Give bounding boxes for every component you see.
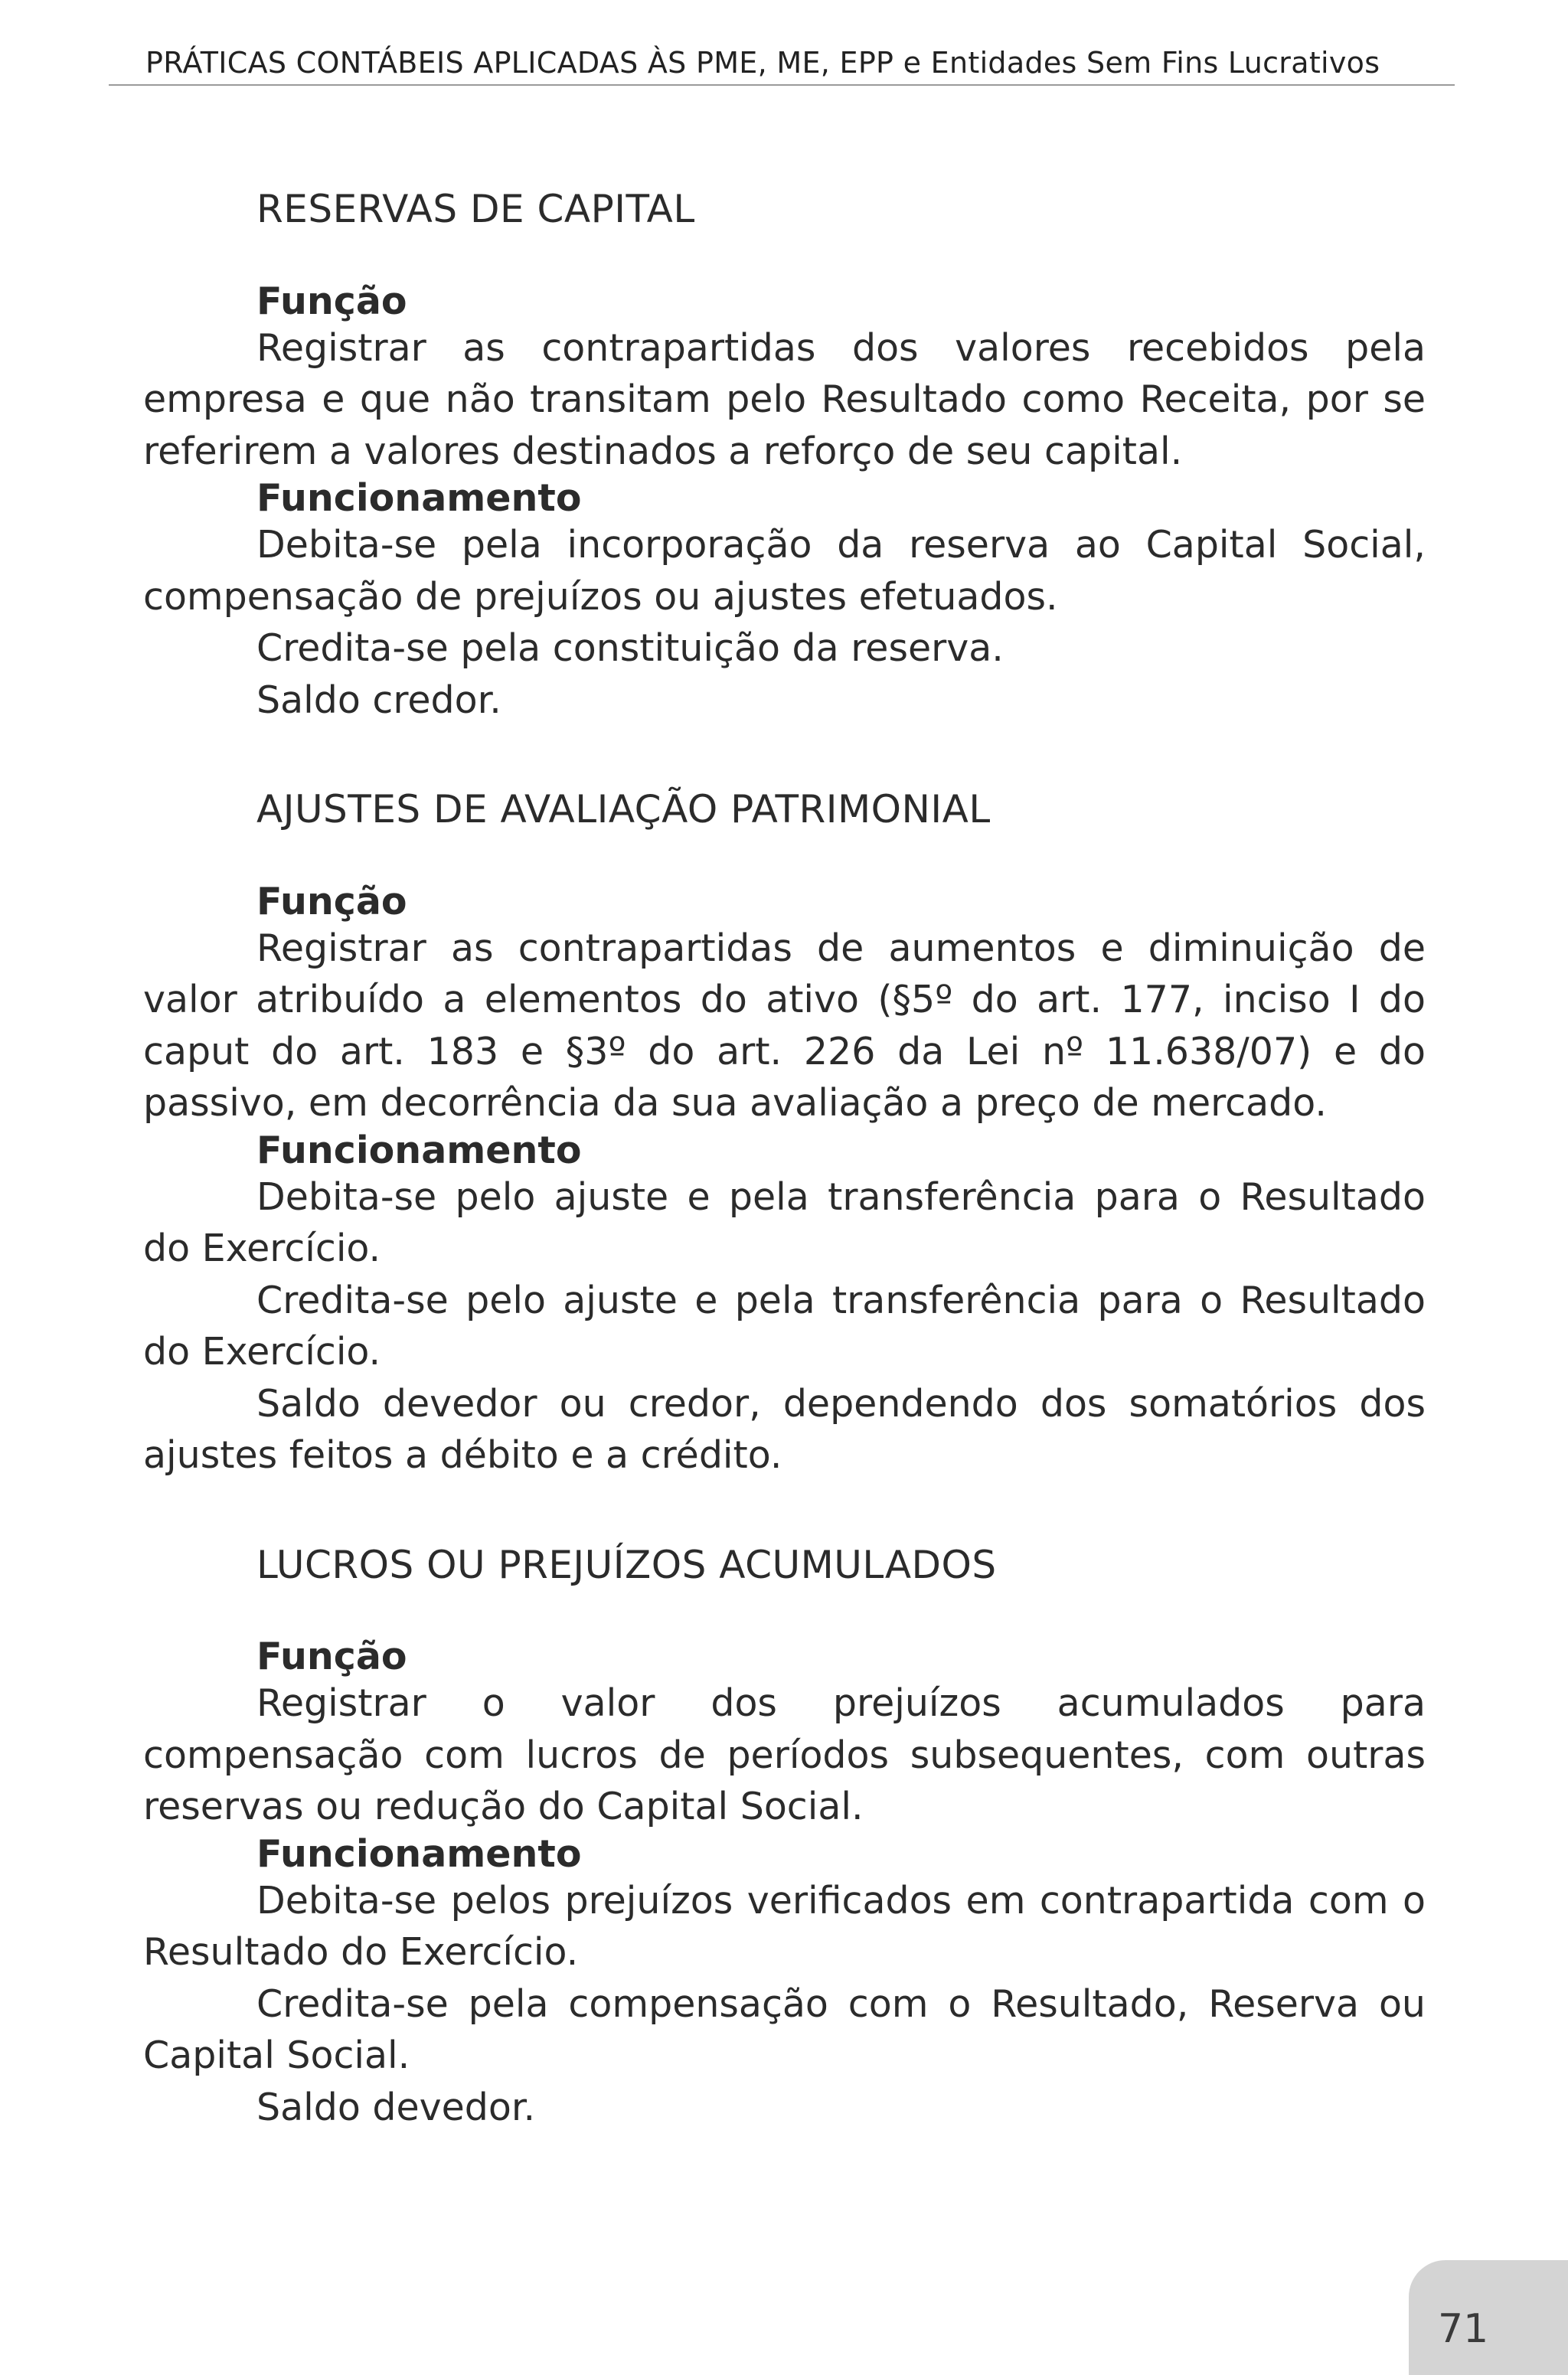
funcionamento-paragraph: Credita-se pela constituição da reserva. — [256, 626, 1004, 670]
funcao-label: Função — [256, 879, 407, 923]
funcionamento-paragraph: Saldo credor. — [256, 678, 501, 722]
funcionamento-label: Funcionamento — [256, 476, 582, 520]
section-title: LUCROS OU PREJUÍZOS ACUMULADOS — [256, 1542, 997, 1587]
funcionamento-paragraph: Debita-se pela incorporação da reserva ao Capital Social, compensação de prejuízos ou ajustes efetuados. — [143, 523, 1426, 619]
funcionamento-paragraph: Credita-se pelo ajuste e pela transferência para o Resultado do Exercício. — [143, 1278, 1426, 1374]
page-number: 71 — [1438, 2306, 1489, 2352]
section-reservas-de-capital — [143, 184, 1426, 726]
funcionamento-paragraph: Saldo devedor. — [256, 2085, 536, 2129]
funcao-text: Registrar as contrapartidas dos valores recebidos pela empresa e que não transitam pelo Resultado como Receita, por se referirem a valores destinados a reforço de seu capital. — [143, 325, 1426, 473]
funcionamento-paragraph: Debita-se pelos prejuízos verificados em contrapartida com o Resultado do Exercício. — [143, 1878, 1426, 1974]
funcionamento-paragraph: Saldo devedor ou credor, dependendo dos somatórios dos ajustes feitos a débito e a crédito. — [143, 1381, 1426, 1477]
section-spacer — [143, 726, 1426, 769]
page-body — [143, 168, 1426, 2133]
funcao-label: Função — [256, 1635, 407, 1678]
funcionamento-paragraph: Credita-se pela compensação com o Resultado, Reserva ou Capital Social. — [143, 1981, 1426, 2077]
funcionamento-paragraph: Debita-se pelo ajuste e pela transferência para o Resultado do Exercício. — [143, 1174, 1426, 1270]
running-header: PRÁTICAS CONTÁBEIS APLICADAS ÀS PME, ME, EPP e Entidades Sem Fins Lucrativos — [145, 46, 1380, 80]
funcao-text: Registrar as contrapartidas de aumentos e diminuição de valor atribuído a elementos do ativo (§5º do art. 177, inciso I do caput do art. 183 e §3º do art. 226 da Lei nº 11.638/07) e do passivo, em decorrência da sua avaliação a preço de mercado. — [143, 926, 1426, 1125]
section-title: RESERVAS DE CAPITAL — [256, 187, 695, 231]
section-spacer — [143, 1482, 1426, 1524]
funcao-label: Função — [256, 279, 407, 323]
funcao-text: Registrar o valor dos prejuízos acumulados para compensação com lucros de períodos subsequentes, com outras reservas ou redução do Capital Social. — [143, 1681, 1426, 1828]
header-divider — [109, 84, 1455, 86]
funcionamento-label: Funcionamento — [256, 1128, 582, 1172]
funcionamento-label: Funcionamento — [256, 1831, 582, 1876]
section-title: AJUSTES DE AVALIAÇÃO PATRIMONIAL — [256, 787, 991, 831]
section-ajustes-de-avaliacao-patrimonial — [143, 784, 1426, 1482]
section-lucros-ou-prejuizos-acumulados — [143, 1540, 1426, 2134]
